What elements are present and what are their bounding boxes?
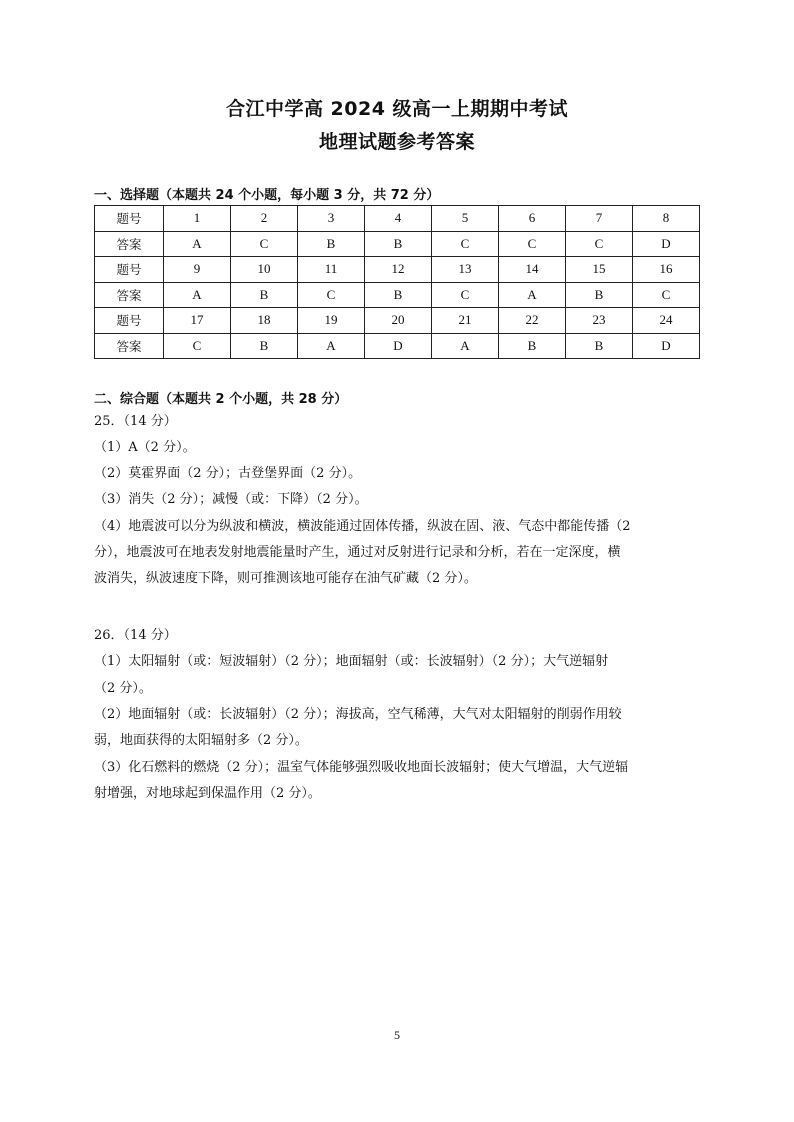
answer-table-cell: 12 bbox=[365, 257, 432, 283]
page-number: 5 bbox=[394, 1028, 400, 1042]
answer-table-cell: A bbox=[298, 333, 365, 359]
answer-table-cell: B bbox=[566, 282, 633, 308]
answer-table-cell: 4 bbox=[365, 206, 432, 232]
answer-table-cell: 13 bbox=[432, 257, 499, 283]
answer-table-cell: 10 bbox=[231, 257, 298, 283]
answer-table-cell: 3 bbox=[298, 206, 365, 232]
answer-table-cell: 21 bbox=[432, 308, 499, 334]
answer-table-cell: 17 bbox=[164, 308, 231, 334]
answer-table-cell: D bbox=[633, 333, 700, 359]
answer-table-cell: 5 bbox=[432, 206, 499, 232]
question-25-answer-line: 波消失，纵波速度下降，则可推测该地可能存在油气矿藏（2 分）。 bbox=[94, 571, 477, 586]
answer-table-cell: 14 bbox=[499, 257, 566, 283]
answer-table-cell: 9 bbox=[164, 257, 231, 283]
answer-table-cell: B bbox=[566, 333, 633, 359]
answer-table-cell: C bbox=[298, 282, 365, 308]
question-25-answer-line: （1）A（2 分）。 bbox=[94, 440, 196, 455]
document-subtitle: 地理试题参考答案 bbox=[318, 131, 475, 153]
question-26-answer-line: （1）太阳辐射（或：短波辐射）（2 分）；地面辐射（或：长波辐射）（2 分）；大气逆辐射 bbox=[94, 654, 609, 669]
answer-table-row bbox=[95, 257, 700, 283]
answer-table-cell: C bbox=[164, 333, 231, 359]
answer-table-row bbox=[95, 308, 700, 334]
answer-table-cell: 23 bbox=[566, 308, 633, 334]
question-25-answer-line: （4）地震波可以分为纵波和横波，横波能通过固体传播，纵波在固、液、气态中都能传播（2 bbox=[94, 519, 631, 534]
answer-table-cell: 6 bbox=[499, 206, 566, 232]
answer-table-cell: 24 bbox=[633, 308, 700, 334]
answer-table-row bbox=[95, 282, 700, 308]
question-26-answer-line: 射增强，对地球起到保温作用（2 分）。 bbox=[94, 786, 321, 801]
answer-table-cell: B bbox=[298, 231, 365, 257]
answer-table-cell: 16 bbox=[633, 257, 700, 283]
answer-table-cell: 19 bbox=[298, 308, 365, 334]
question-26-answer-line: （2 分）。 bbox=[94, 681, 152, 696]
question-26-answer-line: 弱，地面获得的太阳辐射多（2 分）。 bbox=[94, 733, 308, 748]
answer-table-cell: C bbox=[566, 231, 633, 257]
section-heading-comprehensive: 二、综合题（本题共 2 个小题，共 28 分） bbox=[94, 392, 348, 407]
answer-table-cell: 2 bbox=[231, 206, 298, 232]
answer-table-row-label: 题号 bbox=[95, 257, 164, 283]
answer-table-row-label: 题号 bbox=[95, 308, 164, 334]
answer-table-cell: D bbox=[633, 231, 700, 257]
answer-table-cell: B bbox=[231, 333, 298, 359]
answer-table-row-label: 答案 bbox=[95, 282, 164, 308]
question-26-answer-line: （2）地面辐射（或：长波辐射）（2 分）；海拔高，空气稀薄，大气对太阳辐射的削弱作用较 bbox=[94, 707, 622, 722]
question-25-answer-line: 分），地震波可在地表发射地震能量时产生，通过对反射进行记录和分析，若在一定深度，横 bbox=[94, 545, 621, 560]
answer-table-cell: A bbox=[432, 333, 499, 359]
answer-table-row-label: 答案 bbox=[95, 333, 164, 359]
answer-table bbox=[94, 205, 700, 359]
answer-table-cell: C bbox=[432, 282, 499, 308]
answer-table-cell: C bbox=[633, 282, 700, 308]
document-title: 合江中学高 2024 级高一上期期中考试 bbox=[225, 98, 569, 120]
question-25-header: 25．（14 分） bbox=[94, 414, 177, 429]
answer-table-cell: A bbox=[164, 231, 231, 257]
question-26-header: 26．（14 分） bbox=[94, 628, 177, 643]
answer-table-cell: 8 bbox=[633, 206, 700, 232]
answer-table-cell: 20 bbox=[365, 308, 432, 334]
answer-table-cell: C bbox=[499, 231, 566, 257]
answer-table-row bbox=[95, 206, 700, 232]
answer-table-cell: B bbox=[365, 282, 432, 308]
question-25-answer-line: （2）莫霍界面（2 分）；古登堡界面（2 分）。 bbox=[94, 466, 362, 481]
section-heading-choice: 一、选择题（本题共 24 个小题，每小题 3 分，共 72 分） bbox=[94, 188, 440, 203]
answer-table-cell: A bbox=[499, 282, 566, 308]
answer-table-cell: 1 bbox=[164, 206, 231, 232]
answer-table-cell: 15 bbox=[566, 257, 633, 283]
answer-table-cell: C bbox=[231, 231, 298, 257]
answer-table-cell: B bbox=[499, 333, 566, 359]
answer-table-row-label: 答案 bbox=[95, 231, 164, 257]
answer-table-cell: B bbox=[231, 282, 298, 308]
answer-table-cell: 18 bbox=[231, 308, 298, 334]
answer-table-row bbox=[95, 231, 700, 257]
answer-table-row-label: 题号 bbox=[95, 206, 164, 232]
answer-table-row bbox=[95, 333, 700, 359]
answer-table-cell: 11 bbox=[298, 257, 365, 283]
answer-table-cell: D bbox=[365, 333, 432, 359]
question-25-answer-line: （3）消失（2 分）；减慢（或：下降）（2 分）。 bbox=[94, 492, 368, 507]
answer-table-cell: 22 bbox=[499, 308, 566, 334]
answer-table-cell: B bbox=[365, 231, 432, 257]
question-26-answer-line: （3）化石燃料的燃烧（2 分）；温室气体能够强烈吸收地面长波辐射；使大气增温，大气逆辐 bbox=[94, 760, 629, 775]
answer-table-cell: A bbox=[164, 282, 231, 308]
answer-table-cell: 7 bbox=[566, 206, 633, 232]
answer-table-cell: C bbox=[432, 231, 499, 257]
